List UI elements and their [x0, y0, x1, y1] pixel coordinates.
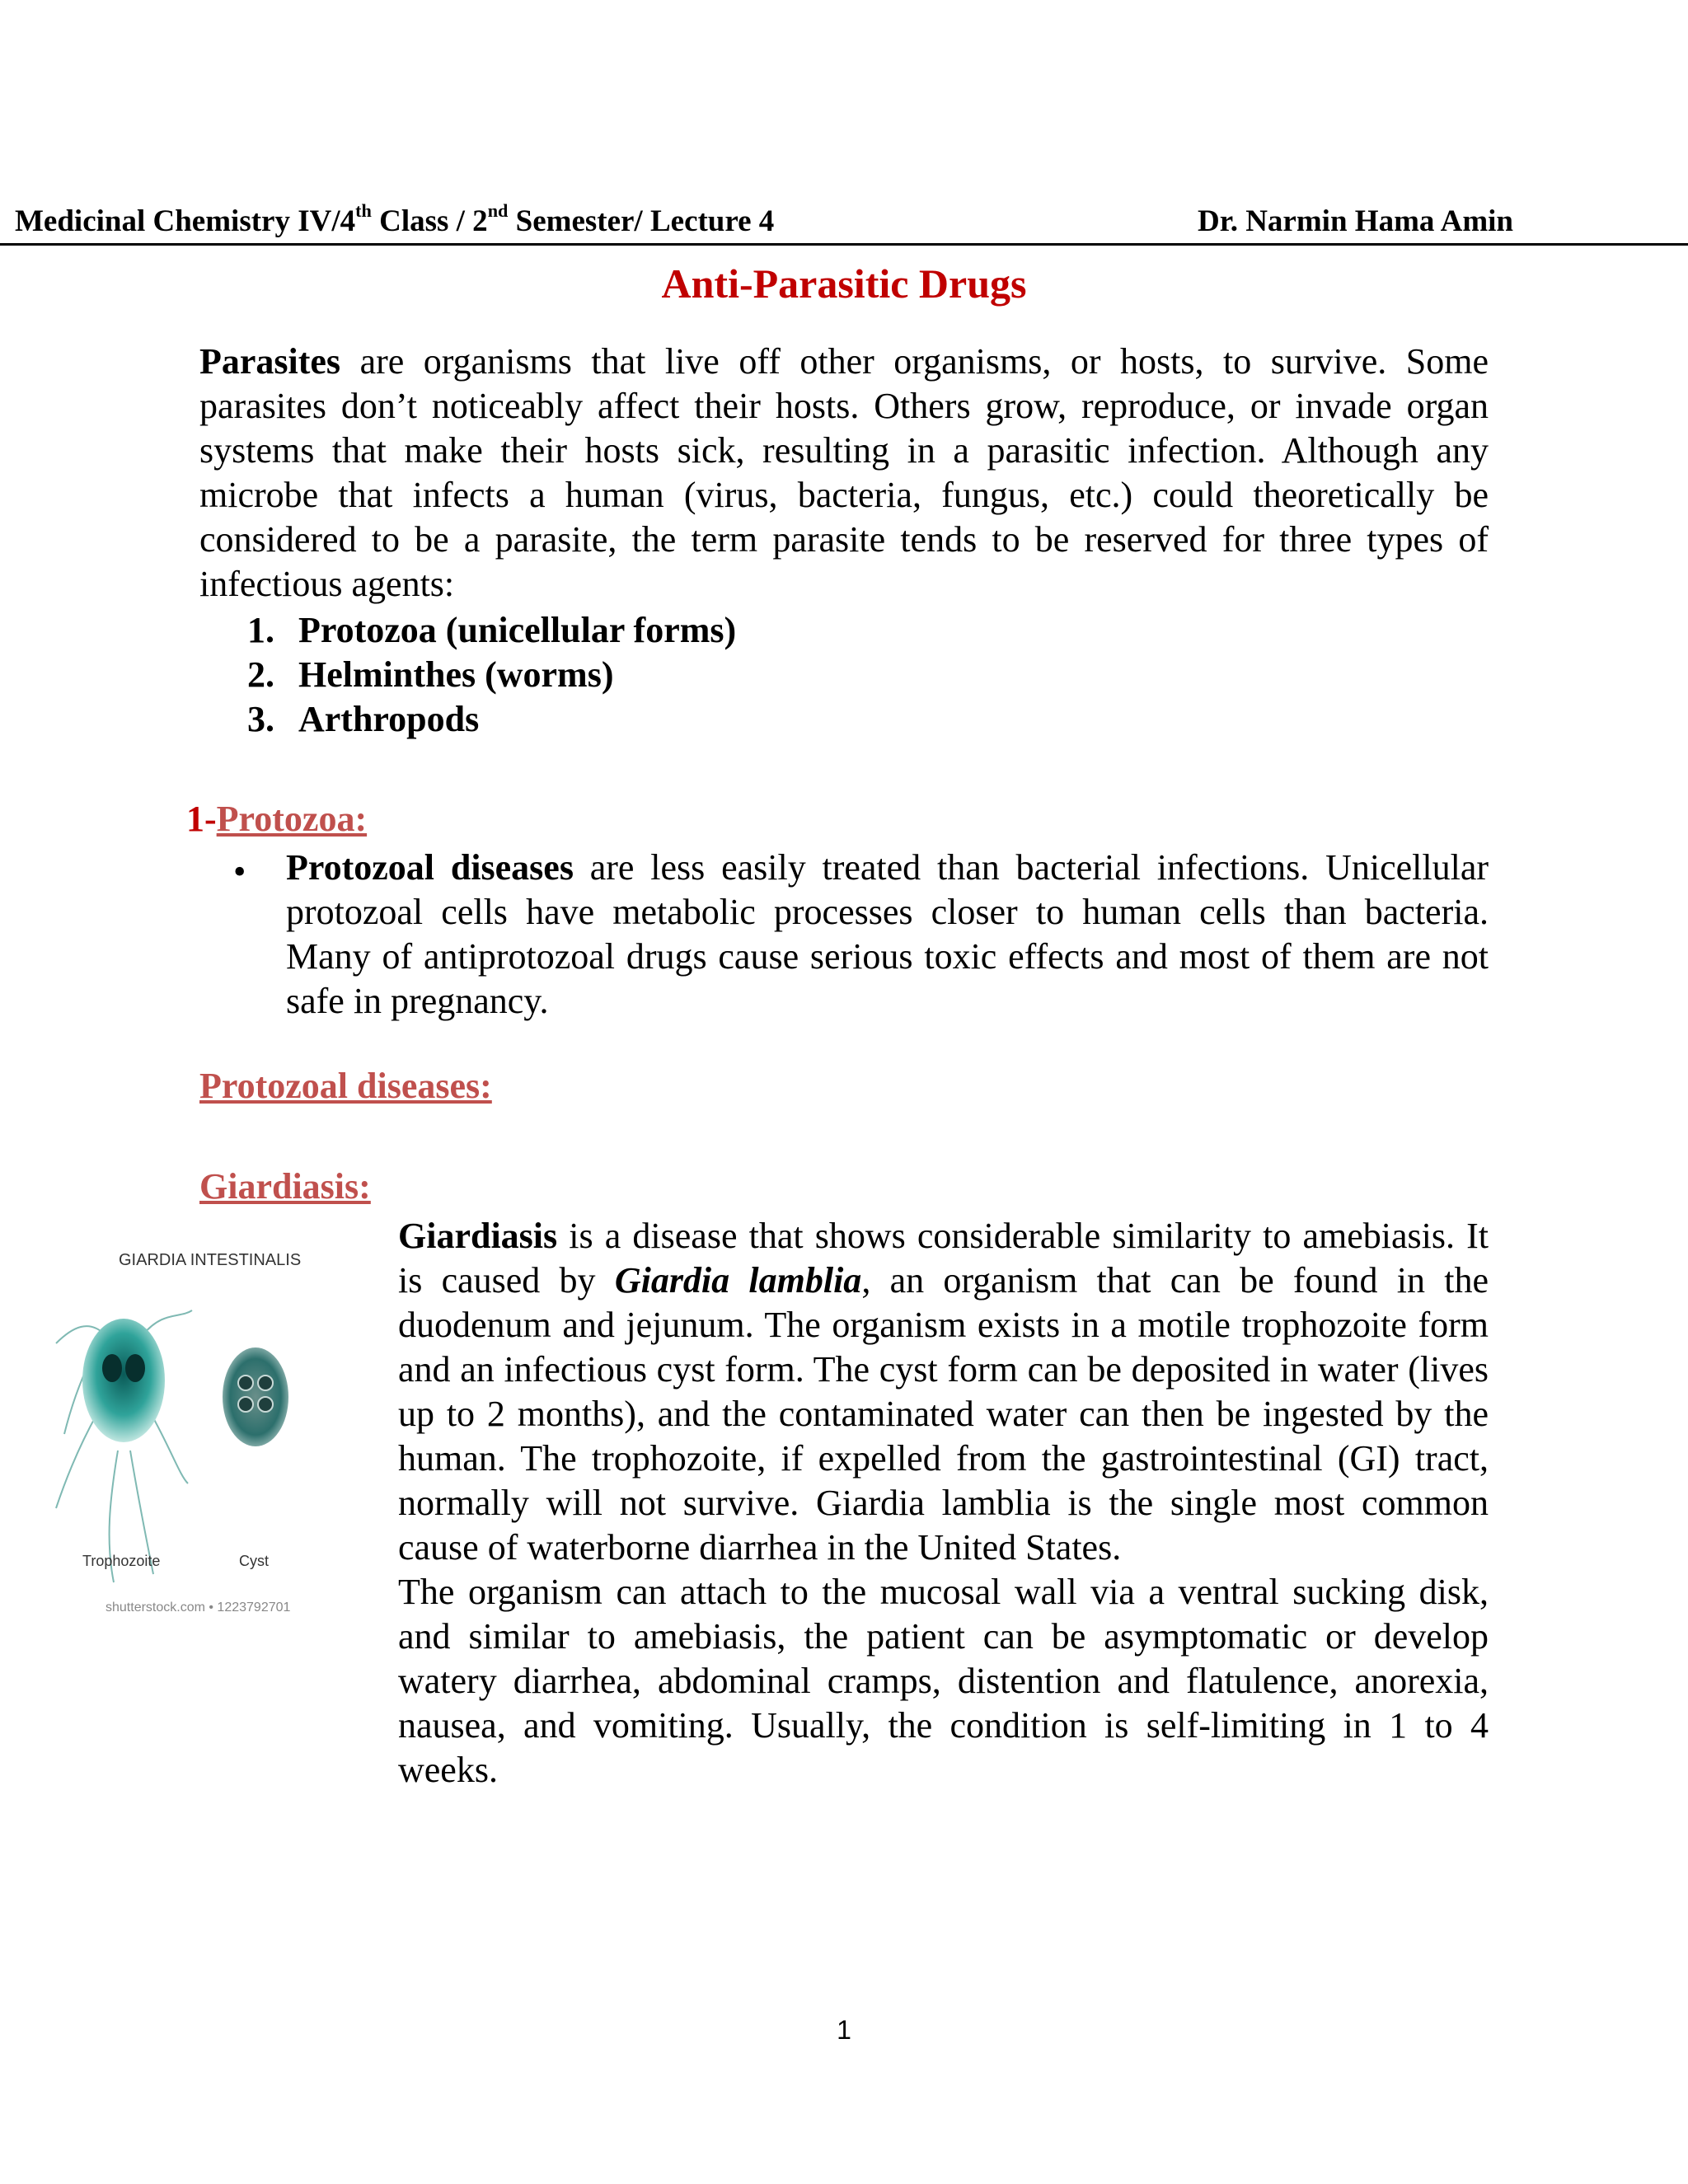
image-credit: shutterstock.com • 1223792701	[106, 1601, 291, 1615]
nucleus-icon	[125, 1354, 145, 1382]
class-text: Class / 2	[371, 204, 488, 238]
author-name: Dr. Narmin Hama Amin	[1197, 204, 1513, 238]
list-item: 1. Protozoa (unicellular forms)	[247, 610, 737, 650]
giardia-figure	[48, 1236, 361, 1624]
course-info	[15, 200, 775, 239]
bullet-icon: •	[233, 851, 246, 892]
protozoal-bullet: Protozoal diseases are less easily treated than bacterial infections. Unicellular protozoal cells have metabolic processes closer to human cells than bacteria. Many of antiprotozoal drugs cause serious toxic effects and most of them are not safe in pregnancy.	[286, 847, 1489, 1021]
giardiasis-paragraph-2: The organism can attach to the mucosal wall via a ventral sucking disk, and similar to amebiasis, the patient can be asymptomatic or develop watery diarrhea, abdominal cramps, distention and flatulence, anorexia, nausea, and vomiting. Usually, the condition is self-limiting in 1 to 4 weeks.	[398, 1572, 1489, 1790]
nucleus-icon	[102, 1354, 122, 1382]
course-title: Medicinal Chemistry IV/4	[15, 204, 356, 238]
giardiasis-text	[398, 1214, 1489, 1793]
trophozoite-icon	[82, 1319, 165, 1442]
superscript-nd: nd	[487, 200, 509, 221]
parasite-types-list	[247, 608, 736, 742]
subheading-protozoal-diseases: Protozoal diseases:	[199, 1066, 492, 1106]
intro-term: Parasites	[199, 341, 341, 382]
list-item: 2. Helminthes (worms)	[247, 654, 614, 695]
intro-paragraph	[199, 340, 1489, 607]
giardia-illustration	[48, 1236, 361, 1624]
cyst-icon	[223, 1347, 288, 1446]
list-item: 3. Arthropods	[247, 699, 480, 739]
section-heading-protozoa: 1-Protozoa:	[186, 799, 368, 839]
superscript-th: th	[355, 200, 372, 221]
page-header	[0, 202, 1688, 246]
trophozoite-label: Trophozoite	[82, 1553, 161, 1569]
page-number: 1	[837, 2015, 851, 2045]
cyst-label: Cyst	[239, 1553, 269, 1569]
giardiasis-paragraph-1: Giardiasis is a disease that shows considerable similarity to amebiasis. It is caused by Giardia lamblia, an organism that can be found in the duodenum and jejunum. The organism exists in a motile trophozoite form and an infectious cyst form. The cyst form can be deposited in water (lives up to 2 months), and the contaminated water can then be ingested by the human. The trophozoite, if expelled from the gastrointestinal (GI) tract, normally will not survive. Giardia lamblia is the single most common cause of waterborne diarrhea in the United States.	[398, 1216, 1489, 1568]
semester-lecture: Semester/ Lecture 4	[508, 204, 775, 238]
subheading-giardiasis: Giardiasis:	[199, 1166, 371, 1207]
intro-text: are organisms that live off other organisms, or hosts, to survive. Some parasites don’t noticeably affect their hosts. Others grow, reproduce, or invade organ systems that make their hosts sick, resulting in a parasitic infection. Although any microbe that infects a human (virus, bacteria, fungus, etc.) could theoretically be considered to be a parasite, the term parasite tends to be reserved for three types of infectious agents:	[199, 341, 1489, 604]
figure-title: GIARDIA INTESTINALIS	[119, 1251, 302, 1269]
page-title: Anti-Parasitic Drugs	[661, 260, 1027, 307]
